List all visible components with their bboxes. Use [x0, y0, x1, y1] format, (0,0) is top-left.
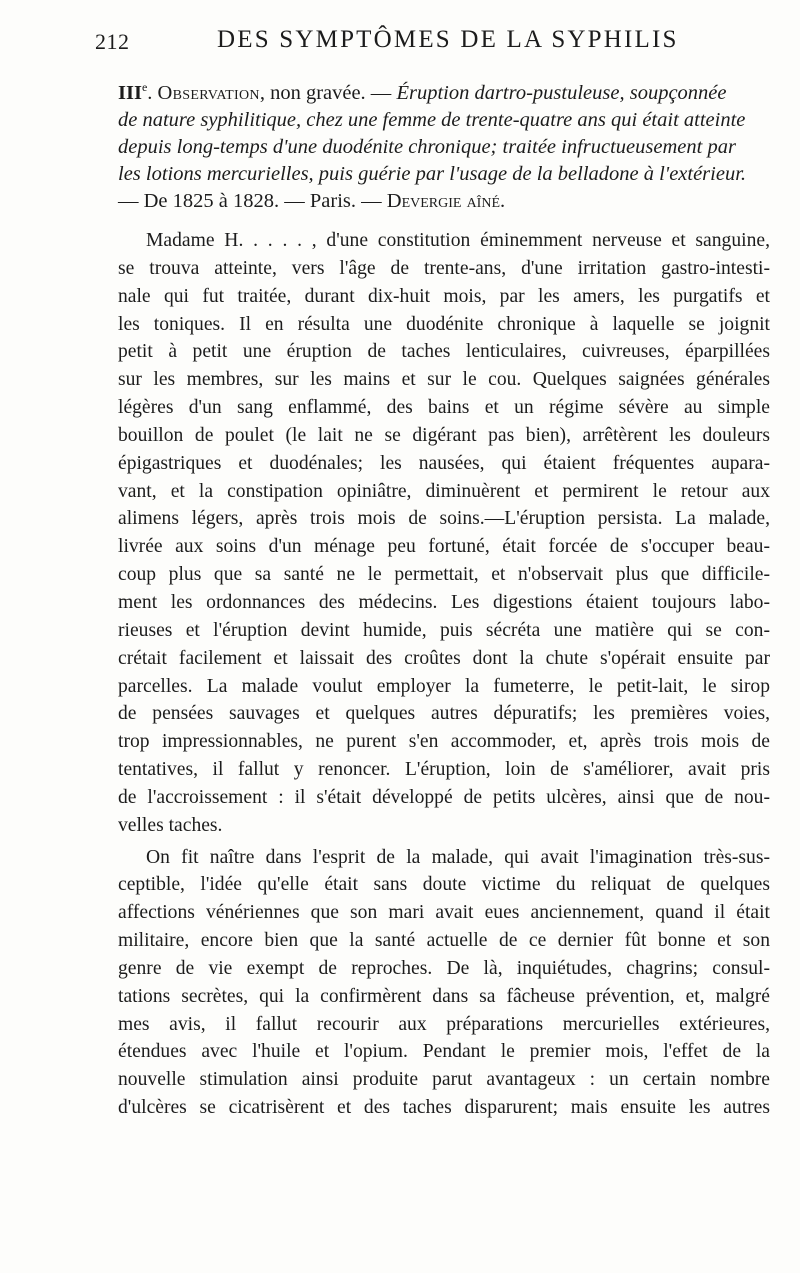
text-line: parcelles. La malade voulut employer la fumeterre, le petit-lait, le sirop	[118, 675, 770, 697]
text-line: de pensées sauvages et quelques autres dépuratifs; les premières voies,	[118, 703, 770, 725]
observation-source	[118, 188, 770, 215]
text-line: velles taches.	[118, 814, 223, 836]
paragraph	[118, 227, 770, 840]
text-line: de l'accroissement : il s'était développé de petits ulcères, ainsi que de nou-	[118, 786, 770, 808]
text-line: les toniques. Il en résulta une duodénite chronique à laquelle se joignit	[118, 313, 770, 335]
text-line: militaire, encore bien que la santé actuelle de ce dernier fût bonne et son	[118, 930, 770, 952]
observation-source-prefix: — De 1825 à 1828. — Paris. —	[118, 189, 382, 212]
text-line: nouvelle stimulation ainsi produite parut avantageux : un certain nombre	[118, 1069, 770, 1091]
text-line: ceptible, l'idée qu'elle était sans doute victime du reliquat de quelques	[118, 874, 770, 896]
page-number: 212	[95, 29, 130, 54]
text-line: se trouva atteinte, vers l'âge de trente-ans, d'une irritation gastro-intesti-	[118, 257, 770, 279]
text-line: bouillon de poulet (le lait ne se digérant pas bien), arrêtèrent les douleurs	[118, 424, 770, 446]
text-line: trop impressionnables, ne purent s'en accommoder, et, après trois mois de	[118, 731, 770, 753]
text-line: genre de vie exempt de reproches. De là, inquiétudes, chagrins; consul-	[118, 957, 770, 979]
observation-line-1: IIIe. Observation, non gravée. — Éruption dartro-pustuleuse, soupçonnée	[118, 80, 727, 104]
observation-author: Devergie aîné.	[386, 189, 506, 212]
running-head	[95, 26, 762, 60]
text-line: affections vénériennes que son mari avait eues anciennement, quand il était	[118, 902, 770, 924]
running-title: DES SYMPTÔMES DE LA SYPHILIS	[217, 26, 679, 53]
text-line: coup plus que sa santé ne le permettait, et n'observait plus que difficile-	[118, 564, 770, 586]
observation-label: Observation	[157, 81, 260, 104]
text-line: d'ulcères se cicatrisèrent et des taches disparurent; mais ensuite les autres	[118, 1097, 770, 1119]
text-line: tentatives, il fallut y renoncer. L'éruption, loin de s'améliorer, avait pris	[118, 759, 770, 781]
observation-number-suffix: e	[141, 80, 148, 94]
body-text	[118, 227, 770, 1122]
text-line: nale qui fut traitée, durant dix-huit mois, par les amers, les purgatifs et	[118, 285, 770, 307]
text-line: livrée aux soins d'un ménage peu fortuné, était forcée de s'occuper beau-	[118, 536, 770, 558]
text-line: étendues avec l'huile et l'opium. Pendant le premier mois, l'effet de la	[118, 1041, 770, 1063]
text-line: vant, et la constipation opiniâtre, diminuèrent et permirent le retour aux	[118, 480, 770, 502]
observation-title-line: de nature syphilitique, chez une femme de trente-quatre ans qui était atteinte	[118, 108, 746, 131]
text-line: Madame H. . . . . , d'une constitution éminemment nerveuse et sanguine,	[146, 230, 770, 251]
text-line: épigastriques et duodénales; les nausées, qui étaient fréquentes aupara-	[118, 452, 770, 474]
text-line: rieuses et l'éruption devint humide, puis sécréta une matière qui se con-	[118, 619, 770, 641]
observation-title-line: Éruption dartro-pustuleuse, soupçonnée	[396, 81, 727, 104]
text-line: alimens légers, après trois mois de soins.—L'éruption persista. La malade,	[118, 508, 770, 530]
text-line: tations secrètes, qui la confirmèrent dans sa fâcheuse prévention, et, malgré	[118, 985, 770, 1007]
text-line: mes avis, il fallut recourir aux préparations mercurielles extérieures,	[118, 1013, 770, 1035]
text-line: petit à petit une éruption de taches lenticulaires, cuivreuses, éparpillées	[118, 341, 770, 363]
text-line: crétait facilement et laissait des croûtes dont la chute s'opérait ensuite par	[118, 647, 770, 669]
observation-status: , non gravée. —	[259, 81, 392, 104]
text-line: ment les ordonnances des médecins. Les digestions étaient toujours labo-	[118, 591, 770, 613]
paragraph	[118, 844, 770, 1122]
text-line: sur les membres, sur les mains et sur le cou. Quelques saignées générales	[118, 369, 770, 391]
text-line: On fit naître dans l'esprit de la malade, qui avait l'imagination très-sus-	[146, 846, 770, 868]
observation-heading	[118, 74, 770, 215]
observation-number: III	[118, 81, 142, 104]
text-line: légères d'un sang enflammé, des bains et un régime sévère au simple	[118, 397, 770, 419]
observation-title-line: depuis long-temps d'une duodénite chronique; traitée infructueusement par	[118, 135, 736, 158]
observation-title-line: les lotions mercurielles, puis guérie par l'usage de la belladone à l'extérieur.	[118, 162, 747, 185]
